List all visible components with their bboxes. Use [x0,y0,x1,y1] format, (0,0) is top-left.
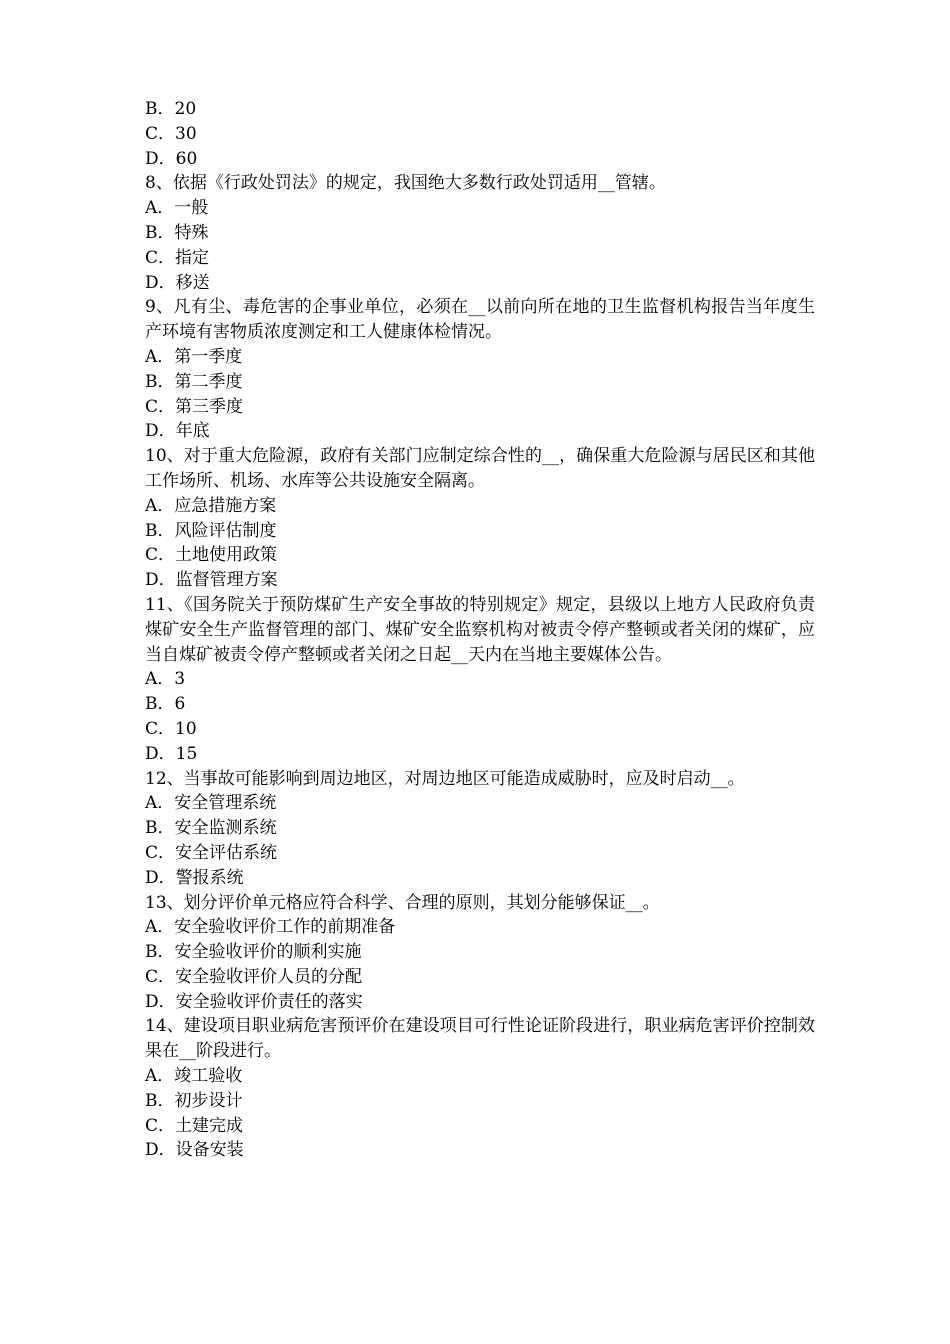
question-9 [145,295,815,444]
option-d [145,1138,815,1163]
option-letter: C． [145,247,176,268]
document-page [145,97,815,1163]
option-letter: B． [145,694,175,715]
option-letter: A． [145,669,175,690]
option-b [145,692,815,717]
option-text: 风险评估制度 [174,520,277,541]
question-text: 14、建设项目职业病危害预评价在建设项目可行性论证阶段进行，职业病危害评价控制效果在__阶段进行。 [145,1016,815,1062]
option-text: 土建完成 [175,1115,244,1136]
option-text: 安全监测系统 [174,818,277,839]
option-text: 土地使用政策 [175,545,278,566]
option-text: 安全评估系统 [175,842,278,863]
option-d [145,990,815,1015]
option-letter: D． [145,148,176,169]
option-text: 10 [175,718,197,739]
option-letter: A． [145,495,175,516]
option-letter: B． [145,1090,175,1111]
option-b [145,97,815,122]
question-text: 9、凡有尘、毒危害的企事业单位，必须在__以前向所在地的卫生监督机构报告当年度生产环境有害物质浓度测定和工人健康体检情况。 [145,297,815,343]
option-letter: C． [145,842,176,863]
option-letter: D． [145,1140,176,1161]
option-letter: C． [145,718,176,739]
option-d [145,742,815,767]
option-c [145,965,815,990]
option-letter: C． [145,396,176,417]
option-letter: A． [145,1066,175,1087]
option-text: 20 [174,99,197,119]
option-text: 30 [175,123,197,144]
option-letter: D． [145,272,176,293]
option-letter: A． [145,346,175,367]
option-text: 安全验收评价责任的落实 [175,991,363,1012]
option-letter: C． [145,123,176,144]
option-text: 安全验收评价工作的前期准备 [174,917,396,938]
option-text: 安全管理系统 [174,793,277,814]
option-c [145,122,815,147]
option-text: 一般 [174,198,209,219]
option-text: 安全验收评价人员的分配 [175,966,363,987]
option-b [145,370,815,395]
option-a [145,915,815,940]
option-letter: B． [145,942,175,963]
option-letter: A． [145,198,175,219]
option-text: 安全验收评价的顺利实施 [174,942,362,963]
option-letter: A． [145,917,175,938]
option-b [145,816,815,841]
option-a [145,667,815,692]
option-c [145,395,815,420]
option-text: 年底 [175,421,210,442]
option-c [145,841,815,866]
question-8 [145,171,815,295]
option-text: 第三季度 [175,396,244,417]
option-text: 设备安装 [175,1140,244,1161]
option-letter: B． [145,99,175,119]
option-text: 第一季度 [174,346,243,367]
question-10 [145,444,815,593]
question-text: 13、划分评价单元格应符合科学、合理的原则，其划分能够保证__。 [145,892,660,913]
option-c [145,717,815,742]
option-d [145,419,815,444]
option-b [145,940,815,965]
option-b [145,519,815,544]
option-a [145,494,815,519]
question-text: 10、对于重大危险源，政府有关部门应制定综合性的__，确保重大危险源与居民区和其他工作场所、机场、水库等公共设施安全隔离。 [145,446,815,491]
option-d [145,271,815,296]
option-d [145,568,815,593]
option-letter: B． [145,520,175,541]
option-letter: D． [145,421,176,442]
option-letter: B． [145,371,175,392]
option-letter: B． [145,818,175,839]
question-12 [145,767,815,891]
option-b [145,1089,815,1114]
option-letter: A． [145,793,175,814]
option-text: 竣工验收 [174,1066,243,1087]
option-text: 指定 [175,247,210,268]
option-text: 特殊 [174,222,209,243]
option-text: 15 [175,743,198,764]
option-letter: D． [145,991,176,1012]
option-letter: B． [145,222,175,243]
option-letter: C． [145,545,176,566]
leading-options [145,97,815,171]
option-a [145,196,815,221]
option-letter: C． [145,1115,176,1136]
question-text: 12、当事故可能影响到周边地区，对周边地区可能造成威胁时，应及时启动__。 [145,768,745,789]
option-text: 监督管理方案 [175,570,278,591]
question-14 [145,1014,815,1163]
option-letter: D． [145,867,176,888]
question-text: 8、依据《行政处罚法》的规定，我国绝大多数行政处罚适用__管辖。 [145,173,666,194]
question-text: 11、《国务院关于预防煤矿生产安全事故的特别规定》规定，县级以上地方人民政府负责煤矿安全生产监督管理的部门、煤矿安全监察机构对被责令停产整顿或者关闭的煤矿，应当自煤矿被责令停产整顿或者关闭之日起__天内在当地主要媒体公告。 [145,594,815,665]
option-d [145,866,815,891]
option-a [145,791,815,816]
option-a [145,345,815,370]
option-text: 警报系统 [175,867,244,888]
option-c [145,246,815,271]
option-text: 应急措施方案 [174,495,277,516]
option-d [145,147,815,172]
option-b [145,221,815,246]
option-c [145,1114,815,1139]
option-text: 60 [175,148,198,169]
option-text: 移送 [175,272,210,293]
option-text: 第二季度 [174,371,243,392]
question-13 [145,891,815,1015]
option-c [145,543,815,568]
option-letter: D． [145,743,176,764]
option-a [145,1064,815,1089]
option-text: 6 [174,694,186,715]
option-text: 3 [174,669,186,690]
question-11 [145,593,815,767]
option-letter: C． [145,966,176,987]
option-text: 初步设计 [174,1090,243,1111]
option-letter: D． [145,570,176,591]
